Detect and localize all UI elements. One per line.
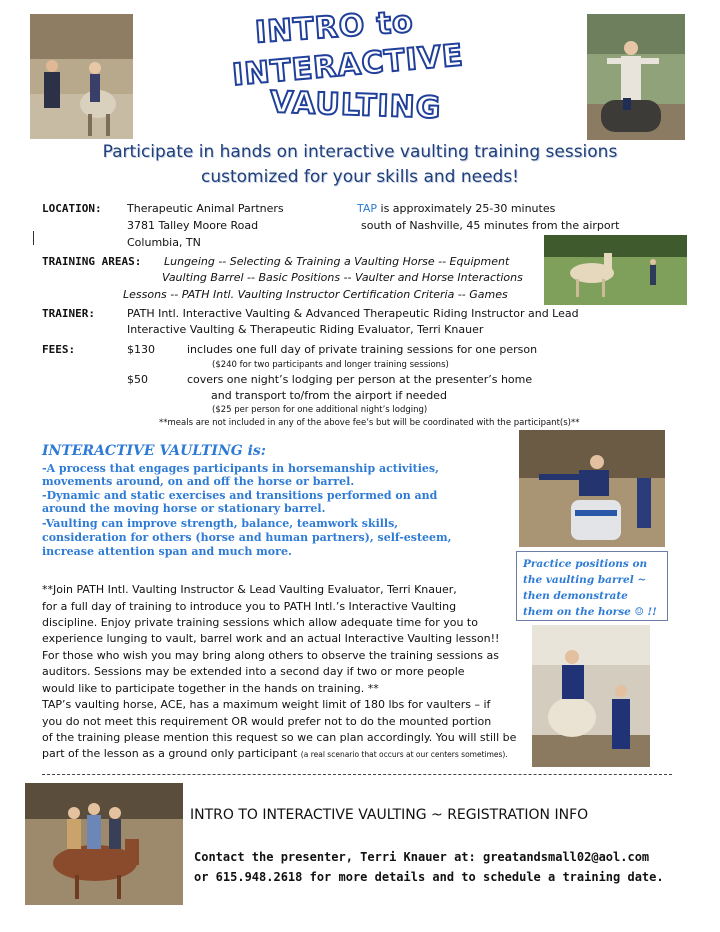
contact-line-2: or 615.948.2618 for more details and to schedule a training date. xyxy=(194,870,664,884)
photo-barrel-vaulter xyxy=(587,14,685,140)
training-area-line-3: Lessons -- PATH Intl. Vaulting Instructor Certification Criteria -- Games xyxy=(123,288,508,301)
body-line-7: would like to participate together in the hands on training. ** xyxy=(42,682,379,695)
body-line-10: of the training please mention this request so we can plan accordingly. You will still be xyxy=(42,731,517,744)
caption-line-3: then demonstrate xyxy=(523,590,628,602)
fee-1-amount: $130 xyxy=(127,343,155,356)
iv-line-4: around the moving horse or stationary barrel. xyxy=(42,502,326,515)
fee-2-description-2: and transport to/from the airport if needed xyxy=(211,389,447,402)
location-line-1: Therapeutic Animal Partners xyxy=(127,202,284,215)
iv-line-3: -Dynamic and static exercises and transitions performed on and xyxy=(42,489,438,502)
iv-line-5: -Vaulting can improve strength, balance, teamwork skills, xyxy=(42,517,399,530)
fee-2-description-1: covers one night’s lodging per person at the presenter’s home xyxy=(187,373,533,386)
subtitle-line-2: customized for your skills and needs! xyxy=(201,167,519,187)
title-line-2: INTERACTIVE xyxy=(230,37,465,94)
distance-text-1: is approximately 25-30 minutes xyxy=(377,202,556,215)
iv-line-7: increase attention span and much more. xyxy=(42,545,292,558)
fee-1-description: includes one full day of private training sessions for one person xyxy=(187,343,538,356)
body-last-line-note: (a real scenario that occurs at our centers sometimes). xyxy=(300,750,508,759)
body-line-11 xyxy=(42,747,508,760)
photo-barrel-demo xyxy=(519,430,665,547)
body-line-6: auditors. Sessions may be extended into a second day if two or more people xyxy=(42,665,465,678)
meals-note: **meals are not included in any of the above fee’s but will be coordinated with the participant(s)** xyxy=(159,418,580,428)
caption-line-1: Practice positions on xyxy=(523,558,648,570)
body-line-5: For those who wish you may bring along others to observe the training sessions as xyxy=(42,649,499,662)
photo-arena-vaulter-standing xyxy=(30,14,133,139)
location-line-3: Columbia, TN xyxy=(127,236,201,249)
location-label: LOCATION: xyxy=(42,202,102,215)
iv-line-6: consideration for others (horse and human partners), self-esteem, xyxy=(42,531,452,544)
body-line-3: discipline. Enjoy private training sessions which allow adequate time for you to xyxy=(42,616,478,629)
fee-2-amount: $50 xyxy=(127,373,148,386)
trainer-label: TRAINER: xyxy=(42,307,95,320)
tap-abbreviation: TAP xyxy=(357,202,378,215)
distance-line-2: south of Nashville, 45 minutes from the airport xyxy=(361,219,620,232)
distance-line-1 xyxy=(357,202,555,215)
training-area-line-1: Lungeing -- Selecting & Training a Vaulting Horse -- Equipment xyxy=(164,255,510,268)
body-line-8: TAP’s vaulting horse, ACE, has a maximum weight limit of 180 lbs for vaulters – if xyxy=(42,698,491,711)
caption-line-4: them on the horse ☺ !! xyxy=(523,606,657,618)
interactive-vaulting-heading: INTERACTIVE VAULTING is: xyxy=(42,443,266,459)
body-last-line: part of the lesson as a ground only participant xyxy=(42,747,301,760)
body-line-1: **Join PATH Intl. Vaulting Instructor & Lead Vaulting Evaluator, Terri Knauer, xyxy=(42,583,457,596)
iv-line-1: -A process that engages participants in horsemanship activities, xyxy=(42,462,439,475)
trainer-line-1: PATH Intl. Interactive Vaulting & Advanced Therapeutic Riding Instructor and Lead xyxy=(127,307,579,320)
subtitle-line-1: Participate in hands on interactive vaulting training sessions xyxy=(102,142,618,162)
contact-line-1: Contact the presenter, Terri Knauer at: greatandsmall02@aol.com xyxy=(194,850,650,864)
photo-horse-lungeing xyxy=(544,235,687,305)
title-line-1: INTRO to xyxy=(253,4,415,51)
title-line-3: VAULTING xyxy=(269,85,442,126)
training-areas-label: TRAINING AREAS: xyxy=(42,255,142,268)
fees-label: FEES: xyxy=(42,343,76,356)
section-divider xyxy=(42,774,672,775)
fee-2-note: ($25 per person for one additional night’s lodging) xyxy=(212,405,428,415)
iv-line-2: movements around, on and off the horse or barrel. xyxy=(42,475,355,488)
photo-children-on-horse xyxy=(25,783,183,905)
photo-horse-demo xyxy=(532,625,650,767)
registration-title: INTRO TO INTERACTIVE VAULTING ~ REGISTRATION INFO xyxy=(190,807,589,823)
trainer-line-2: Interactive Vaulting & Therapeutic Riding Evaluator, Terri Knauer xyxy=(127,323,484,336)
location-line-2: 3781 Talley Moore Road xyxy=(127,219,259,232)
fee-1-note: ($240 for two participants and longer training sessions) xyxy=(212,360,449,370)
body-line-4: experience lunging to vault, barrel work and an actual Interactive Vaulting lesson!! xyxy=(42,632,500,645)
body-line-2: for a full day of training to introduce you to PATH Intl.’s Interactive Vaulting xyxy=(42,600,457,613)
training-area-line-2: Vaulting Barrel -- Basic Positions -- Vaulter and Horse Interactions xyxy=(162,271,523,284)
margin-mark xyxy=(33,231,34,245)
body-line-9: you do not meet this requirement OR would prefer not to do the mounted portion xyxy=(42,715,492,728)
caption-line-2: the vaulting barrel ~ xyxy=(523,574,647,586)
photo-caption-box xyxy=(516,551,668,621)
